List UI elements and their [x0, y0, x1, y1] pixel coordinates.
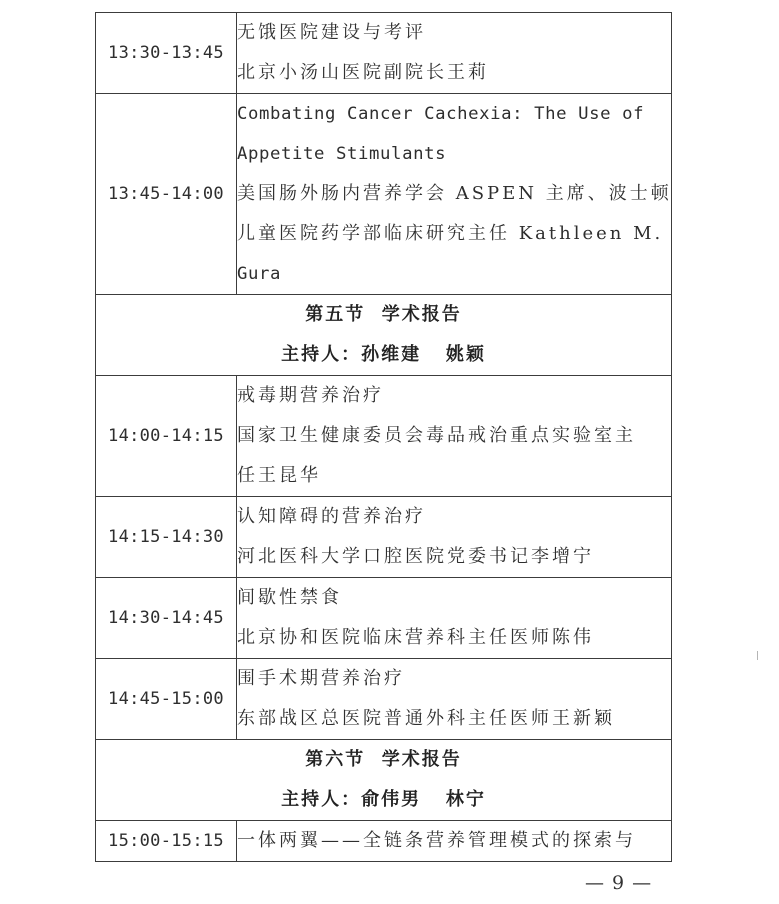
section-title: 第六节 学术报告 [305, 749, 462, 770]
session-speaker: 北京小汤山医院副院长王莉 [237, 62, 489, 83]
session-speaker: 美国肠外肠内营养学会 ASPEN 主席、波士顿 [237, 183, 672, 204]
section-row [96, 295, 672, 376]
session-content [237, 13, 672, 94]
session-time: 15:00-15:15 [96, 821, 237, 862]
session-time: 14:30-14:45 [96, 578, 237, 659]
session-content [237, 94, 672, 295]
session-topic: 认知障碍的营养治疗 [237, 506, 426, 527]
session-speaker: 儿童医院药学部临床研究主任 Kathleen M. [237, 223, 664, 244]
table-row [96, 821, 672, 862]
session-content [237, 497, 672, 578]
table-row [96, 497, 672, 578]
session-topic: 一体两翼——全链条营养管理模式的探索与 [237, 830, 636, 851]
section-row [96, 740, 672, 821]
session-content [237, 659, 672, 740]
session-topic: Appetite Stimulants [237, 144, 447, 164]
session-time: 13:30-13:45 [96, 13, 237, 94]
session-time: 14:00-14:15 [96, 376, 237, 497]
session-content [237, 578, 672, 659]
schedule-table [95, 12, 672, 862]
session-topic: Combating Cancer Cachexia: The Use of [237, 104, 645, 124]
session-speaker: 任王昆华 [237, 465, 321, 486]
session-content [237, 376, 672, 497]
session-time: 14:15-14:30 [96, 497, 237, 578]
session-topic: 间歇性禁食 [237, 587, 342, 608]
table-row [96, 376, 672, 497]
section-header [96, 740, 672, 821]
session-speaker: 河北医科大学口腔医院党委书记李增宁 [237, 546, 594, 567]
session-speaker: Gura [237, 264, 282, 284]
session-content [237, 821, 672, 862]
section-host: 主持人：俞伟男 林宁 [281, 789, 486, 810]
table-row [96, 13, 672, 94]
session-topic: 戒毒期营养治疗 [237, 385, 384, 406]
table-row [96, 94, 672, 295]
scan-mark [757, 651, 758, 660]
table-row [96, 659, 672, 740]
table-row [96, 578, 672, 659]
section-title: 第五节 学术报告 [305, 304, 462, 325]
session-speaker: 东部战区总医院普通外科主任医师王新颖 [237, 708, 615, 729]
session-speaker: 国家卫生健康委员会毒品戒治重点实验室主 [237, 425, 636, 446]
session-time: 14:45-15:00 [96, 659, 237, 740]
session-time: 13:45-14:00 [96, 94, 237, 295]
section-host: 主持人：孙维建 姚颖 [281, 344, 486, 365]
section-header [96, 295, 672, 376]
session-topic: 围手术期营养治疗 [237, 668, 405, 689]
page-number: — 9 — [585, 872, 653, 894]
session-speaker: 北京协和医院临床营养科主任医师陈伟 [237, 627, 594, 648]
session-topic: 无饿医院建设与考评 [237, 22, 426, 43]
